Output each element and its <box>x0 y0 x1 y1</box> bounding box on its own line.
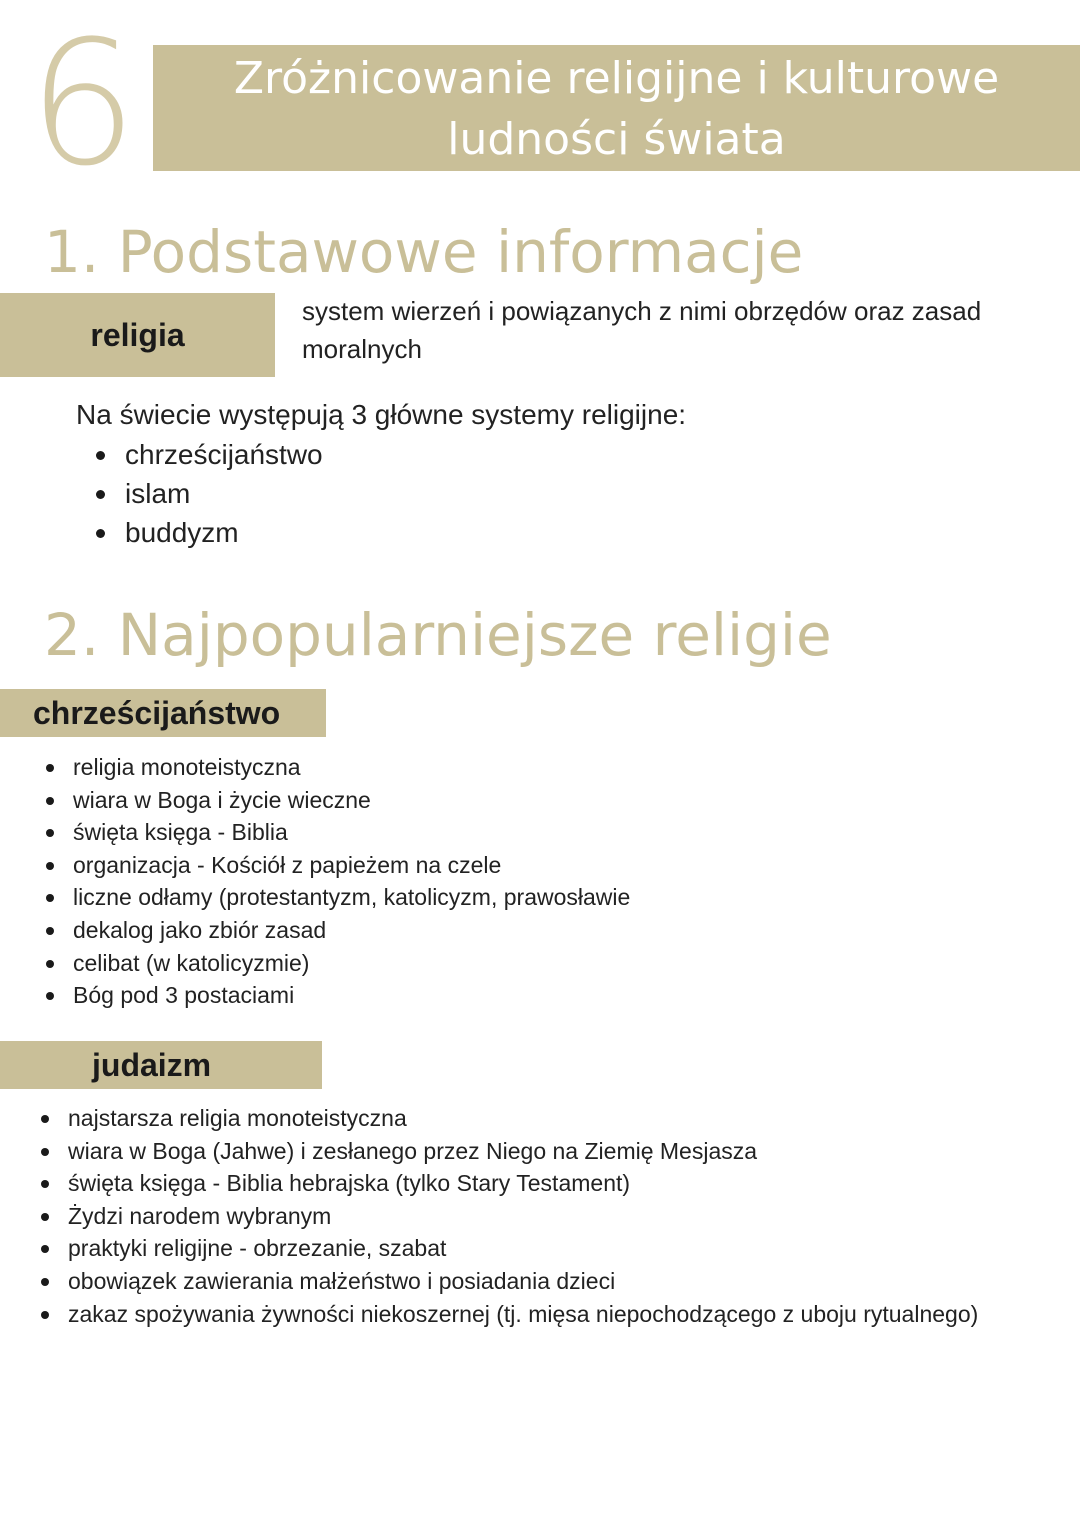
title-banner <box>153 45 1080 171</box>
list-item: wiara w Boga (Jahwe) i zesłanego przez Niego na Ziemię Mesjasza <box>41 1135 978 1168</box>
list-item: najstarsza religia monoteistyczna <box>41 1102 978 1135</box>
list-item: organizacja - Kościół z papieżem na czele <box>46 849 630 882</box>
title-line-2: ludności świata <box>447 114 786 165</box>
list-item: religia monoteistyczna <box>46 751 630 784</box>
list-item: chrześcijaństwo <box>96 435 323 474</box>
chapter-number: 6 <box>28 3 138 204</box>
list-item: zakaz spożywania żywności niekoszernej (tj. mięsa niepochodzącego z uboju rytualnego) <box>41 1298 978 1331</box>
title-line-1: Zróżnicowanie religijne i kulturowe <box>233 53 1000 104</box>
list-item: obowiązek zawierania małżeństwo i posiadania dzieci <box>41 1265 978 1298</box>
list-item: Żydzi narodem wybranym <box>41 1200 978 1233</box>
list-item: praktyki religijne - obrzezanie, szabat <box>41 1232 978 1265</box>
section-1-heading: 1. Podstawowe informacje <box>44 218 804 286</box>
religion-label-judaism: judaizm <box>0 1041 322 1089</box>
main-systems-list <box>96 435 323 552</box>
list-item: liczne odłamy (protestantyzm, katolicyzm, prawosławie <box>46 881 630 914</box>
religion-label-christianity: chrześcijaństwo <box>0 689 326 737</box>
list-item: święta księga - Biblia hebrajska (tylko Stary Testament) <box>41 1167 978 1200</box>
list-item: buddyzm <box>96 513 323 552</box>
christianity-facts-list <box>46 751 630 1012</box>
list-item: święta księga - Biblia <box>46 816 630 849</box>
list-item: celibat (w katolicyzmie) <box>46 947 630 980</box>
term-definition: system wierzeń i powiązanych z nimi obrzędów oraz zasad moralnych <box>302 296 982 364</box>
section-2-heading: 2. Najpopularniejsze religie <box>44 601 832 669</box>
list-item: wiara w Boga i życie wieczne <box>46 784 630 817</box>
systems-intro: Na świecie występują 3 główne systemy religijne: <box>76 399 687 430</box>
list-item: dekalog jako zbiór zasad <box>46 914 630 947</box>
term-label: religia <box>0 293 275 377</box>
list-item: Bóg pod 3 postaciami <box>46 979 630 1012</box>
list-item: islam <box>96 474 323 513</box>
judaism-facts-list <box>41 1102 978 1330</box>
